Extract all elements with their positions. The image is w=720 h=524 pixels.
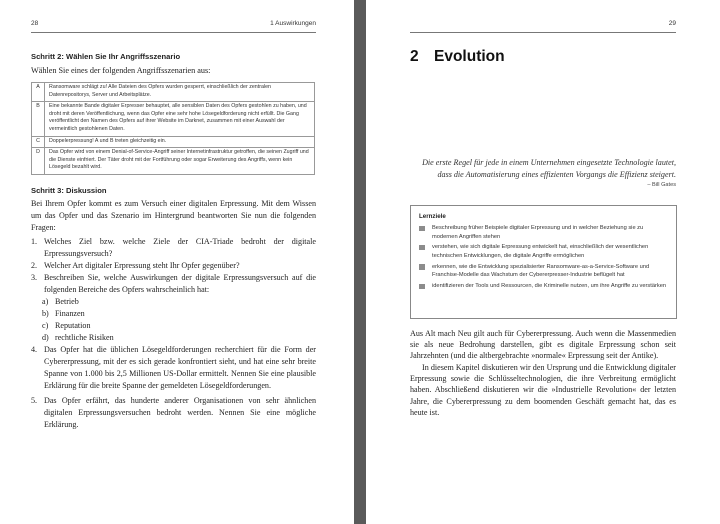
question-text: Welches Ziel bzw. welche Ziele der CIA-Triade bedroht der digitale Erpressungsversuch? [44,237,316,258]
sub-item-letter: a) [42,297,49,306]
page-number: 28 [31,20,39,27]
body-paragraph: Aus Alt mach Neu gilt auch für Cybererpressung. Auch wenn die Massenmedien sie als neue Bedrohung darstellen, gibt es digitale Erpressung schon seit Jahrzehnten (und die altbergebrachte »normale« Erpressung seit der Antike). [410,329,676,361]
chapter-title: Evolution [434,48,505,65]
running-head: 1 Auswirkungen [270,20,316,27]
question-text: Beschreiben Sie, welche Auswirkungen der digitale Erpressungsversuch auf die folgenden Bereiche des Opfers wahrscheinlich hat: [44,273,316,294]
question-text: Das Opfer erfährt, das hunderte anderer Organisationen von sehr ähnlichen digitalen Erpressungsversuchen bedroht werden. Nennen Sie eine mögliche Erklärung. [44,396,316,429]
question-text: Welcher Art digitaler Erpressung steht Ihr Opfer gegenüber? [44,261,240,270]
list-item [31,395,316,431]
list-item [31,236,316,260]
sub-item-text: Reputation [55,321,91,330]
scenario-key: D [32,148,45,175]
square-bullet-icon [419,264,425,270]
list-item [31,344,316,392]
scenario-table [31,82,315,175]
scenario-key: C [32,136,45,148]
step3-intro: Bei Ihrem Opfer kommt es zum Versuch einer digitalen Erpressung. Mit dem Wissen um das Opfer und das Szenario im Hintergrund beantworten Sie nun die folgenden Fragen: [31,199,316,232]
question-number: 4. [31,345,38,354]
list-item [419,243,668,260]
scenario-text: Das Opfer wird von einem Denial-of-Service-Angriff seiner Internetinfrastruktur getroffen, die seinen Zugriff und die Dienste einfriert. Der Täter droht mit der Fortführung oder sogar Erweiterung des Angriffs, wenn kein Lösegeld bezahlt wird. [45,148,315,175]
sub-item-text: Finanzen [55,309,85,318]
square-bullet-icon [419,284,425,290]
scenario-key: A [32,83,45,102]
epigraph-line: Die erste Regel für jede in einem Unternehmen eingesetzte Technologie lautet, [422,158,676,167]
table-row [32,148,315,175]
scenario-text: Ransomware schlägt zu! Alle Dateien des Opfers wurden gesperrt, einschließlich der zentralen Datenrepositorys, Server und Arbeitsplätze. [45,83,315,102]
question-number: 1. [31,237,38,246]
chapter-number: 2 [410,48,419,65]
page-number: 29 [668,20,676,27]
left-page [0,0,354,524]
epigraph-line: dass die Automatisierung eines effizienten Vorgangs die Effizienz steigert. [437,170,676,179]
table-row [32,136,315,148]
list-item [419,263,668,280]
step2-intro: Wählen Sie eines der folgenden Angriffsszenarien aus: [31,66,211,75]
goal-text: Beschreibung früher Beispiele digitaler Erpressung und in welcher Beziehung sie zu modernen Angriffen stehen [432,225,644,240]
goal-text: identifizieren der Tools und Ressourcen, die Kriminelle nutzen, um ihre Angriffe zu verstärken [432,283,667,290]
goal-text: erkennen, wie die Entwicklung spezialisierter Ransomware-as-a-Service-Software und Franchise-Modelle das Wachstum der Cybererpresser-Industrie beflügelt hat [432,263,650,279]
header-rule [410,32,676,33]
body-paragraph: In diesem Kapitel diskutieren wir den Ursprung und die Entwicklung digitaler Erpressung sowie die Schlüsseltechnologien, die ihre Verbreitung ermöglicht haben. Abschließend diskutieren wir die »Industrielle Revolution« der letzten Jahre, die Cybererpressung zu dem boomenden Geschäft gemacht hat, das es heute ist. [410,363,676,417]
table-row [32,83,315,102]
step3-heading: Schritt 3: Diskussion [31,186,107,195]
header-rule [31,32,316,33]
sub-item-letter: b) [42,309,49,318]
sub-list-item [31,296,316,308]
square-bullet-icon [419,226,425,232]
list-item [31,272,316,296]
question-number: 2. [31,261,38,270]
table-row [32,102,315,136]
question-number: 5. [31,396,38,405]
scenario-key: B [32,102,45,136]
learning-goals-title: Lernziele [419,213,446,220]
step2-heading: Schritt 2: Wählen Sie Ihr Angriffsszenario [31,52,181,61]
list-item [31,260,316,272]
list-item [419,224,668,241]
sub-list-item [31,308,316,320]
sub-list-item [31,332,316,344]
learning-goals-box [410,205,677,319]
sub-item-letter: d) [42,333,49,342]
question-number: 3. [31,273,38,282]
right-page [366,0,720,524]
scenario-text: Doppelerpressung! A und B treten gleichzeitig ein. [45,136,315,148]
epigraph [396,157,676,181]
epigraph-author: – Bill Gates [647,182,676,188]
question-list [31,236,316,431]
question-text: Das Opfer hat die üblichen Lösegeldforderungen recherchiert für die Form der Cybererpressung, mit der es sich gerade konfrontiert sieht, und hat eine sehr breite Spanne von 1.000 bis 2,5 Millionen US-Dollar ermittelt. Nennen Sie eine plausible Erklärung für die breite Spanne der gemeldeten Lösegeldforderungen. [44,345,316,390]
sub-item-text: rechtliche Risiken [55,333,114,342]
sub-list-item [31,320,316,332]
sub-item-letter: c) [42,321,49,330]
square-bullet-icon [419,245,425,251]
chapter-heading [410,48,505,66]
list-item [419,282,668,291]
sub-item-text: Betrieb [55,297,79,306]
scenario-text: Eine bekannte Bande digitaler Erpresser behauptet, alle sensiblen Daten des Opfers gestohlen zu haben, und droht mit deren Veröffentlichung, wenn das Opfer eine sehr hohe Lösegeldforderung nicht erfüllt. Die Gang veröffentlicht den Namen des Opfers auf ihrer Website im Darknet, zusammen mit einer Auswahl der vermeintlich gestohlenen Daten. [45,102,315,136]
goal-text: verstehen, wie sich digitale Erpressung entwickelt hat, einschließlich der wesentlichen technischen Entwicklungen, die digitale Angriffe ermöglichen [432,244,649,259]
